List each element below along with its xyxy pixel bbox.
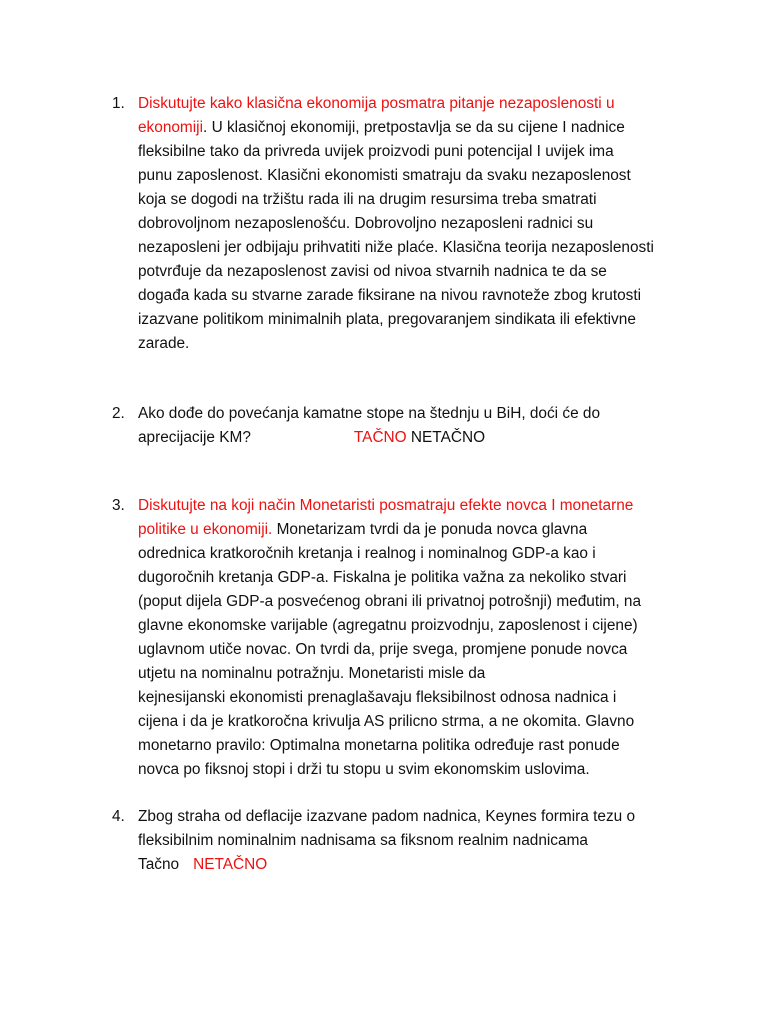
text-line (138, 212, 672, 236)
text-line (138, 614, 672, 638)
text-line (138, 332, 672, 356)
body-text: izazvane politikom minimalnih plata, pregovaranjem sindikata ili efektivne (138, 311, 636, 328)
text-line (138, 140, 672, 164)
body-text: Ako dođe do povećanja kamatne stope na štednju u BiH, doći će do (138, 405, 601, 422)
text-line (138, 92, 672, 116)
question-number: 4. (112, 808, 125, 825)
question-text (112, 494, 672, 782)
text-line (138, 686, 672, 710)
body-text: Monetarizam tvrdi da je ponuda novca glavna (272, 521, 588, 538)
text-line (138, 566, 672, 590)
body-text: koja se dogodi na tržištu rada ili na drugim resursima treba smatrati (138, 191, 597, 208)
text-line (138, 402, 672, 426)
body-text: fleksibilne tako da privreda uvijek proizvodi puni potencijal I uvijek ima (138, 143, 614, 160)
question-number: 3. (112, 497, 125, 514)
question-4 (112, 805, 672, 877)
text-line (138, 164, 672, 188)
question-number: 1. (112, 95, 125, 112)
text-line (138, 734, 672, 758)
text-line (138, 638, 672, 662)
text-line (138, 284, 672, 308)
body-text: fleksibilnim nominalnim nadnisama sa fiksnom realnim nadnicama (138, 832, 588, 849)
body-text: . U klasičnoj ekonomiji, pretpostavlja se da su cijene I nadnice (203, 119, 625, 136)
text-line (138, 188, 672, 212)
body-text: dugoročnih kretanja GDP-a. Fiskalna je politika važna za nekoliko stvari (138, 569, 627, 586)
body-text: utjetu na nominalnu potražnju. Monetaristi misle da (138, 665, 486, 682)
highlighted-text: NETAČNO (193, 856, 268, 873)
highlighted-text: Diskutujte na koji način Monetaristi posmatraju efekte novca I monetarne (138, 497, 634, 514)
highlighted-text: TAČNO (353, 429, 407, 446)
body-text: odrednica kratkoročnih kretanja i realnog i nominalnog GDP-a kao i (138, 545, 596, 562)
body-text: zarade. (138, 335, 190, 352)
highlighted-text: politike u ekonomiji. (138, 521, 273, 538)
question-number: 2. (112, 405, 125, 422)
question-1 (112, 92, 672, 356)
body-text: događa kada su stvarne zarade fiksirane na nivou ravnoteže zbog krutosti (138, 287, 642, 304)
body-text: novca po fiksnoj stopi i drži tu stopu u svim ekonomskim uslovima. (138, 761, 590, 778)
body-text: kejnesijanski ekonomisti prenaglašavaju fleksibilnost odnosa nadnica i (138, 689, 617, 706)
body-text: potvrđuje da nezaposlenost zavisi od nivoa stvarnih nadnica te da se (138, 263, 607, 280)
body-text: Tačno (138, 856, 180, 873)
body-text: aprecijacije KM? (138, 429, 251, 446)
body-text: glavne ekonomske varijable (agregatnu proizvodnju, zaposlenost i cijene) (138, 617, 638, 634)
text-line (138, 494, 672, 518)
text-line (138, 426, 672, 450)
body-text: nezaposleni jer odbijaju prihvatiti niže plaće. Klasična teorija nezaposlenosti (138, 239, 654, 256)
question-2 (112, 402, 672, 450)
body-text: cijena i da je kratkoročna krivulja AS prilicno strma, a ne okomita. Glavno (138, 713, 635, 730)
question-text (112, 92, 672, 356)
body-text: (poput dijela GDP-a posvećenog obrani ili privatnoj potrošnji) međutim, na (138, 593, 642, 610)
body-text: uglavnom utiče novac. On tvrdi da, prije svega, promjene ponude novca (138, 641, 628, 658)
text-line (138, 542, 672, 566)
text-line (138, 518, 672, 542)
body-text: NETAČNO (406, 429, 486, 446)
body-text: dobrovoljnom nezaposlenošću. Dobrovoljno nezaposleni radnici su (138, 215, 594, 232)
text-line (138, 805, 672, 829)
highlighted-text: Diskutujte kako klasična ekonomija posmatra pitanje nezaposlenosti u (138, 95, 615, 112)
question-3 (112, 494, 672, 782)
text-line (138, 829, 672, 853)
body-text: Zbog straha od deflacije izazvane padom nadnica, Keynes formira tezu o (138, 808, 636, 825)
text-line (138, 308, 672, 332)
text-line (138, 260, 672, 284)
text-line (138, 758, 672, 782)
question-text (112, 805, 672, 877)
text-line (138, 236, 672, 260)
text-line (138, 116, 672, 140)
highlighted-text: ekonomiji (138, 119, 204, 136)
body-text: monetarno pravilo: Optimalna monetarna politika određuje rast ponude (138, 737, 620, 754)
text-line (138, 590, 672, 614)
text-line (138, 853, 672, 877)
text-line (138, 662, 672, 686)
question-text (112, 402, 672, 450)
text-line (138, 710, 672, 734)
body-text: punu zaposlenost. Klasični ekonomisti smatraju da svaku nezaposlenost (138, 167, 631, 184)
